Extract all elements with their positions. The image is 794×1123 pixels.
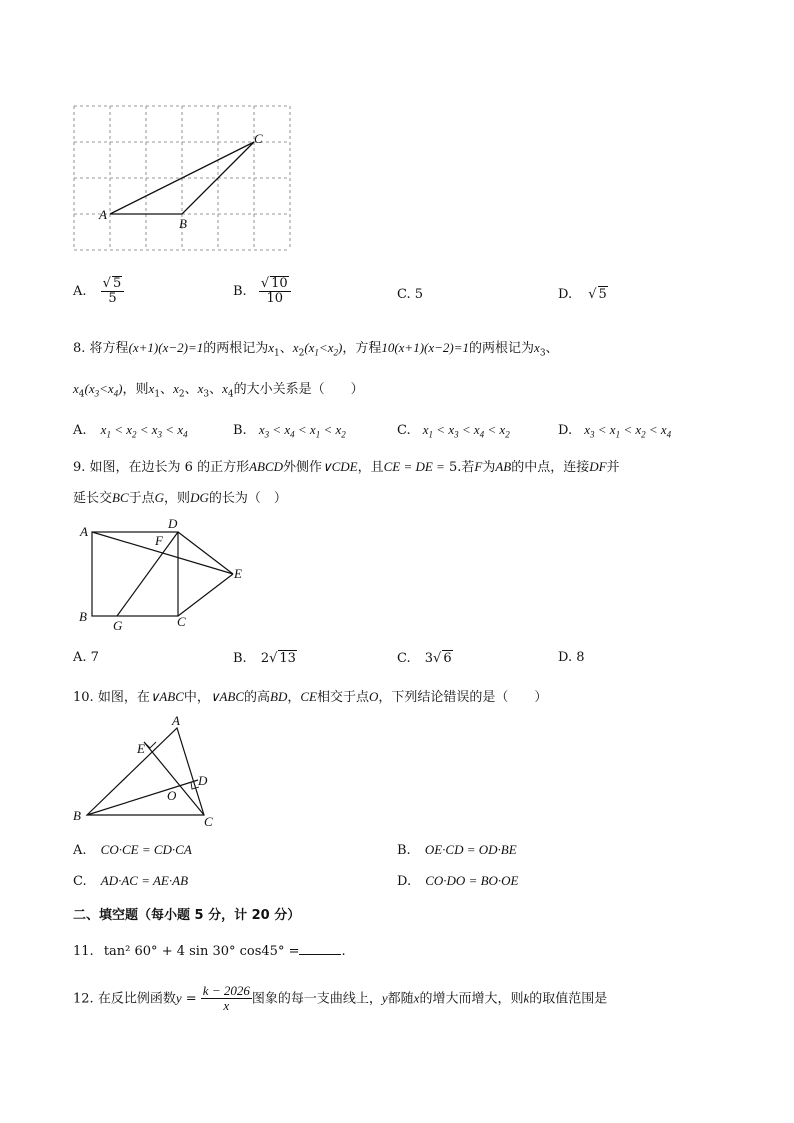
text: 的中点，连接 xyxy=(511,460,590,475)
option-label: B. xyxy=(233,651,247,666)
label-f: F xyxy=(155,533,163,548)
text: ，则 xyxy=(164,491,191,506)
text: 并 xyxy=(606,460,620,475)
option-text: AD·AC = AE·AB xyxy=(100,873,189,888)
q12: 12. 在反比例函数y = $\frac{k - 2026}{x}$ 图象的每一支曲线上，y都随x的增大而增大，则k的取值范围是 xyxy=(73,983,608,1014)
radicand: 5 xyxy=(112,276,122,291)
question-number: 8. xyxy=(73,341,86,356)
q11 xyxy=(73,943,346,959)
fraction: $\frac{√ 10}{10}$ xyxy=(259,276,291,307)
label-g: G xyxy=(113,618,123,633)
fraction xyxy=(201,984,252,1014)
option-label: D. xyxy=(558,423,573,438)
text: 的取值范围是 xyxy=(529,991,608,1007)
q10-option-c xyxy=(73,873,188,889)
q10-option-d xyxy=(397,873,519,889)
q8-option-c: C. $x_1 < x_3 < x_4 < x_2$ xyxy=(397,422,510,440)
q7-option-a xyxy=(73,276,124,307)
q8-option-d: D. $x_3 < x_1 < x_2 < x_4$ xyxy=(558,422,672,440)
option-text: OE·CD = OD·BE xyxy=(424,842,517,857)
radicand: 13 xyxy=(279,651,296,666)
option-label: B. xyxy=(397,843,411,858)
q8-line1: 8. 将方程(x+1)(x−2)=1的两根记为$x_1$、$x_2(x_1<x_2)$，方程10(x+1)(x−2)=1的两根记为$x_3$、 xyxy=(73,340,559,359)
text: 延长交 xyxy=(73,491,113,506)
label-d: D xyxy=(168,516,178,531)
answer-blank[interactable] xyxy=(299,943,341,955)
text: .若 xyxy=(457,460,475,475)
text: 的增大而增大，则 xyxy=(419,991,524,1007)
label-e: E xyxy=(137,741,145,756)
triangle-abc xyxy=(87,728,204,815)
text: ， xyxy=(287,690,301,705)
text: 中， xyxy=(183,690,210,705)
fraction: $\frac{√ 5}{5}$ xyxy=(101,276,125,307)
label-b: B xyxy=(79,609,87,624)
option-label: C. xyxy=(397,287,411,302)
q9-option-c: C. 3√ 6 xyxy=(397,651,452,666)
text: 为 xyxy=(482,460,496,475)
radicand: 5 xyxy=(598,287,607,302)
question-number: 11. xyxy=(73,944,94,959)
text: 的两根记为 xyxy=(203,341,269,356)
option-label: A. xyxy=(73,423,87,438)
text: ，方程 xyxy=(342,341,382,356)
text: 在反比例函数 xyxy=(97,991,176,1007)
option-label: A. xyxy=(73,843,87,858)
text: 将方程 xyxy=(89,341,129,356)
denominator: 5 xyxy=(108,291,117,307)
q9-square-figure xyxy=(72,512,262,636)
label-b: B xyxy=(73,808,81,823)
text: 如图，在 xyxy=(97,690,150,705)
q7-option-b xyxy=(233,276,291,307)
q9-option-d xyxy=(558,650,585,665)
option-text: CO·DO = BO·OE xyxy=(425,873,519,888)
text: ，则 xyxy=(122,382,149,397)
text: 于点 xyxy=(128,491,155,506)
coefficient: 2 xyxy=(260,651,270,666)
q8-line2: $x_4(x_3<x_4)$，则$x_1$、$x_2$、$x_3$、$x_4$的大小关系是（ ） xyxy=(73,381,364,400)
q10-option-b xyxy=(397,842,517,858)
text: 的长为（ ） xyxy=(208,491,287,506)
q8-option-b: B. $x_3 < x_4 < x_1 < x_2$ xyxy=(233,422,346,440)
expression: tan² 60° + 4 sin 30° cos45° = xyxy=(103,944,300,959)
text: 外侧作 xyxy=(283,460,323,475)
q7-grid-figure xyxy=(70,104,296,254)
q9-line1: 9. 如图，在边长为 6 的正方形ABCD外侧作∨CDE，且CE = DE = 5.若F为AB的中点，连接DF并 xyxy=(73,459,620,475)
text: 的高 xyxy=(244,690,271,705)
radicand: 10 xyxy=(271,276,288,291)
text: 图象的每一支曲线上， xyxy=(251,991,382,1007)
segment-ce xyxy=(178,574,233,616)
q9-option-a xyxy=(73,650,99,665)
radicand: 6 xyxy=(443,651,452,666)
label-a: A xyxy=(99,207,107,222)
text: 的两根记为 xyxy=(469,341,535,356)
q7-option-d: D. √ 5 xyxy=(558,287,607,302)
coefficient: 3 xyxy=(424,651,434,666)
option-label: C. xyxy=(73,874,87,889)
label-d: D xyxy=(198,773,208,788)
q9-option-b: B. 2√ 13 xyxy=(233,651,296,666)
denominator: 10 xyxy=(266,291,284,307)
option-label: C. xyxy=(397,651,411,666)
label-c: C xyxy=(177,614,186,629)
text: 都随 xyxy=(387,991,414,1007)
numerator: k − 2026 xyxy=(202,983,250,998)
text: 如图，在边长为 6 的正方形 xyxy=(89,460,250,475)
option-label: A. xyxy=(73,283,87,299)
option-text: CO·CE = CD·CA xyxy=(100,842,192,857)
denominator: x xyxy=(223,998,230,1014)
q9-line2: 延长交BC于点G，则DG的长为（ ） xyxy=(73,490,287,506)
text: 相交于点 xyxy=(317,690,370,705)
q10-option-a xyxy=(73,842,192,858)
question-number: 10. xyxy=(73,690,94,705)
option-label: D. xyxy=(397,874,412,889)
altitude-ce xyxy=(144,742,204,815)
text: ，且 xyxy=(357,460,384,475)
q10-stem: 10. 如图，在∨ABC中，∨ABC的高BD，CE相交于点O，下列结论错误的是（ ） xyxy=(73,689,548,705)
label-b: B xyxy=(179,216,187,231)
q7-option-c xyxy=(397,287,423,302)
option-label: B. xyxy=(233,423,247,438)
option-text: D. 8 xyxy=(558,650,585,665)
text: . xyxy=(341,944,346,959)
text: 的大小关系是（ ） xyxy=(233,382,364,397)
segment-dg xyxy=(117,532,178,616)
label-c: C xyxy=(254,131,263,146)
label-a: A xyxy=(80,524,88,539)
option-value: 5 xyxy=(414,287,424,302)
label-o: O xyxy=(167,788,177,803)
question-number: 9. xyxy=(73,460,86,475)
label-e: E xyxy=(234,566,242,581)
q10-triangle-figure xyxy=(70,710,230,832)
option-label: B. xyxy=(233,283,247,299)
option-label: C. xyxy=(397,423,411,438)
label-c: C xyxy=(204,814,213,829)
section-heading: 二、填空题（每小题 5 分，计 20 分） xyxy=(73,908,301,923)
q8-option-a: A. $x_1 < x_2 < x_3 < x_4$ xyxy=(73,422,188,440)
segment-de xyxy=(178,532,233,574)
option-text: A. 7 xyxy=(73,650,99,665)
altitude-bd xyxy=(87,780,198,815)
question-number: 12. xyxy=(73,991,94,1007)
label-a: A xyxy=(172,713,180,728)
text: ，下列结论错误的是（ ） xyxy=(378,690,548,705)
option-label: D. xyxy=(558,287,573,302)
